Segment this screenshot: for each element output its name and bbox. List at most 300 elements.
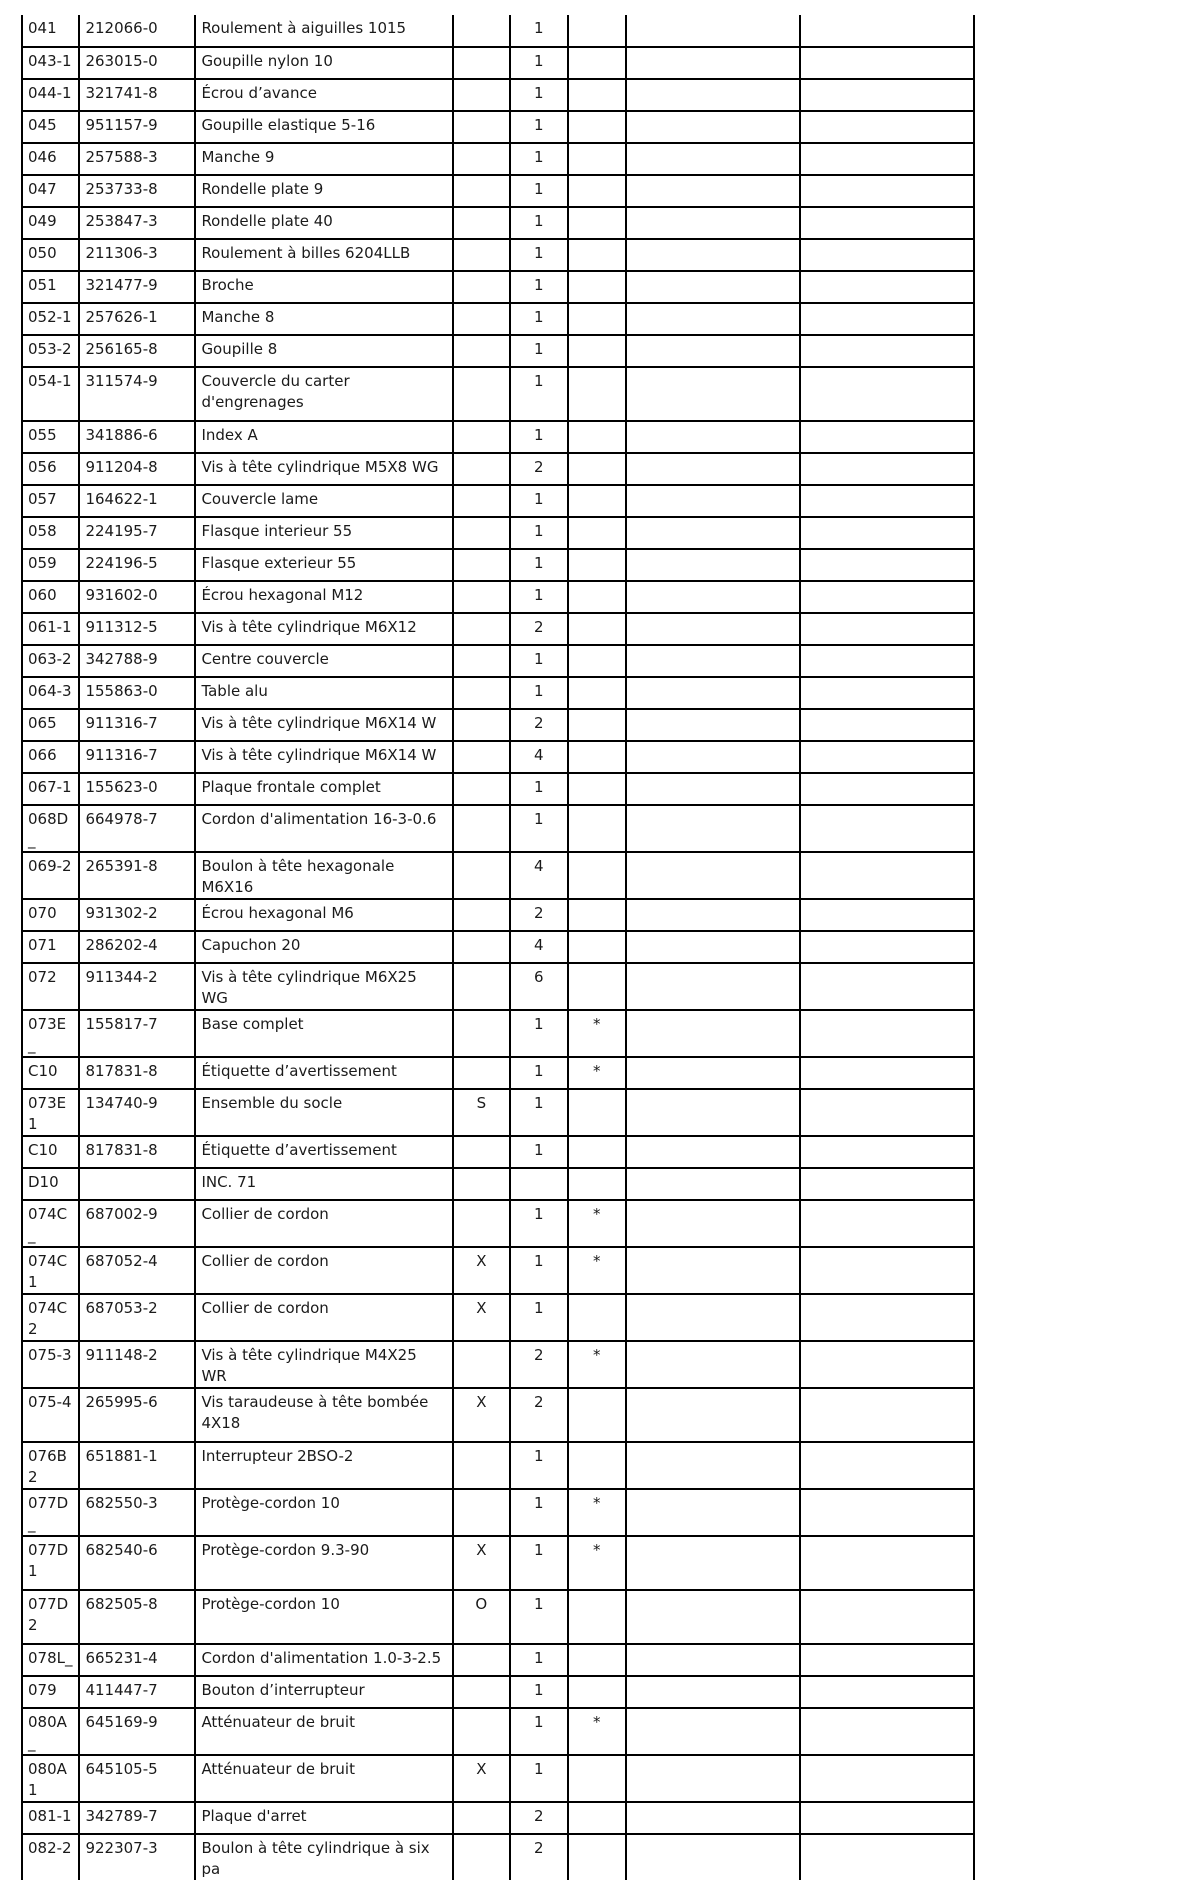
marker-cell xyxy=(568,47,626,79)
marker-cell xyxy=(568,852,626,899)
table-row xyxy=(22,1010,974,1057)
marker-cell xyxy=(568,15,626,47)
blank-cell-b xyxy=(800,931,974,963)
item-no-cell: 072 xyxy=(22,963,79,1010)
blank-cell-b xyxy=(800,613,974,645)
part-no-cell: 911204-8 xyxy=(79,453,195,485)
note-cell xyxy=(453,239,510,271)
item-no-cell: 063-2 xyxy=(22,645,79,677)
table-row xyxy=(22,143,974,175)
blank-cell-b xyxy=(800,335,974,367)
blank-cell-b xyxy=(800,239,974,271)
marker-cell xyxy=(568,335,626,367)
note-cell xyxy=(453,485,510,517)
blank-cell-b xyxy=(800,1590,974,1644)
note-cell xyxy=(453,47,510,79)
part-no-cell: 911312-5 xyxy=(79,613,195,645)
quantity-cell: 2 xyxy=(510,709,567,741)
description-cell: Roulement à aiguilles 1015 xyxy=(195,15,452,47)
item-no-cell: 058 xyxy=(22,517,79,549)
note-cell xyxy=(453,852,510,899)
part-no-cell: 645169-9 xyxy=(79,1708,195,1755)
description-cell: Protège-cordon 9.3-90 xyxy=(195,1536,452,1590)
blank-cell-b xyxy=(800,367,974,421)
note-cell xyxy=(453,143,510,175)
blank-cell-b xyxy=(800,581,974,613)
blank-cell-a xyxy=(626,1834,800,1880)
part-no-cell: 256165-8 xyxy=(79,335,195,367)
description-cell: Vis à tête cylindrique M6X14 W xyxy=(195,741,452,773)
item-no-cell: 052-1 xyxy=(22,303,79,335)
part-no-cell: 665231-4 xyxy=(79,1644,195,1676)
part-no-cell: 155623-0 xyxy=(79,773,195,805)
note-cell xyxy=(453,517,510,549)
note-cell xyxy=(453,15,510,47)
quantity-cell: 4 xyxy=(510,931,567,963)
item-no-cell: 077D1 xyxy=(22,1536,79,1590)
marker-cell xyxy=(568,303,626,335)
parts-table-body xyxy=(22,15,974,1880)
part-no-cell: 321741-8 xyxy=(79,79,195,111)
blank-cell-a xyxy=(626,47,800,79)
description-cell: Vis à tête cylindrique M6X14 W xyxy=(195,709,452,741)
description-cell: Capuchon 20 xyxy=(195,931,452,963)
quantity-cell: 1 xyxy=(510,47,567,79)
part-no-cell: 817831-8 xyxy=(79,1057,195,1089)
quantity-cell: 1 xyxy=(510,1089,567,1136)
blank-cell-a xyxy=(626,1802,800,1834)
blank-cell-a xyxy=(626,1168,800,1200)
description-cell: Collier de cordon xyxy=(195,1247,452,1294)
blank-cell-b xyxy=(800,421,974,453)
item-no-cell: D10 xyxy=(22,1168,79,1200)
marker-cell xyxy=(568,549,626,581)
quantity-cell: 1 xyxy=(510,677,567,709)
table-row xyxy=(22,1755,974,1802)
description-cell: Étiquette d’avertissement xyxy=(195,1136,452,1168)
blank-cell-a xyxy=(626,421,800,453)
description-cell: Manche 9 xyxy=(195,143,452,175)
part-no-cell: 645105-5 xyxy=(79,1755,195,1802)
blank-cell-b xyxy=(800,271,974,303)
marker-cell xyxy=(568,1802,626,1834)
note-cell xyxy=(453,111,510,143)
blank-cell-a xyxy=(626,773,800,805)
table-row xyxy=(22,613,974,645)
blank-cell-a xyxy=(626,852,800,899)
table-row xyxy=(22,741,974,773)
item-no-cell: 061-1 xyxy=(22,613,79,645)
item-no-cell: 067-1 xyxy=(22,773,79,805)
table-row xyxy=(22,207,974,239)
part-no-cell: 263015-0 xyxy=(79,47,195,79)
table-row xyxy=(22,175,974,207)
blank-cell-b xyxy=(800,1834,974,1880)
note-cell xyxy=(453,1136,510,1168)
part-no-cell: 164622-1 xyxy=(79,485,195,517)
quantity-cell: 4 xyxy=(510,741,567,773)
table-row xyxy=(22,773,974,805)
note-cell xyxy=(453,1057,510,1089)
quantity-cell: 1 xyxy=(510,143,567,175)
marker-cell xyxy=(568,207,626,239)
item-no-cell: 055 xyxy=(22,421,79,453)
note-cell xyxy=(453,805,510,852)
marker-cell xyxy=(568,367,626,421)
table-row xyxy=(22,899,974,931)
quantity-cell: 1 xyxy=(510,581,567,613)
part-no-cell: 342789-7 xyxy=(79,1802,195,1834)
quantity-cell: 1 xyxy=(510,1247,567,1294)
blank-cell-b xyxy=(800,453,974,485)
item-no-cell: 077D_ xyxy=(22,1489,79,1536)
blank-cell-b xyxy=(800,1644,974,1676)
blank-cell-b xyxy=(800,963,974,1010)
quantity-cell: 2 xyxy=(510,1834,567,1880)
blank-cell-b xyxy=(800,1200,974,1247)
part-no-cell: 682550-3 xyxy=(79,1489,195,1536)
item-no-cell: 057 xyxy=(22,485,79,517)
note-cell xyxy=(453,1802,510,1834)
blank-cell-b xyxy=(800,1341,974,1388)
quantity-cell: 2 xyxy=(510,1341,567,1388)
item-no-cell: 075-3 xyxy=(22,1341,79,1388)
blank-cell-b xyxy=(800,1536,974,1590)
marker-cell: * xyxy=(568,1708,626,1755)
marker-cell xyxy=(568,645,626,677)
marker-cell xyxy=(568,1442,626,1489)
description-cell: Goupille 8 xyxy=(195,335,452,367)
item-no-cell: 056 xyxy=(22,453,79,485)
blank-cell-a xyxy=(626,271,800,303)
item-no-cell: 082-2 xyxy=(22,1834,79,1880)
blank-cell-a xyxy=(626,1590,800,1644)
blank-cell-a xyxy=(626,741,800,773)
note-cell xyxy=(453,645,510,677)
blank-cell-b xyxy=(800,485,974,517)
quantity-cell: 2 xyxy=(510,453,567,485)
table-row xyxy=(22,852,974,899)
item-no-cell: 045 xyxy=(22,111,79,143)
item-no-cell: 060 xyxy=(22,581,79,613)
description-cell: Couvercle lame xyxy=(195,485,452,517)
table-row xyxy=(22,453,974,485)
item-no-cell: 081-1 xyxy=(22,1802,79,1834)
item-no-cell: 073E1 xyxy=(22,1089,79,1136)
quantity-cell: 1 xyxy=(510,1294,567,1341)
note-cell: X xyxy=(453,1294,510,1341)
blank-cell-a xyxy=(626,1755,800,1802)
blank-cell-b xyxy=(800,1708,974,1755)
marker-cell xyxy=(568,931,626,963)
table-row xyxy=(22,111,974,143)
note-cell xyxy=(453,1676,510,1708)
blank-cell-b xyxy=(800,1057,974,1089)
table-row xyxy=(22,1708,974,1755)
quantity-cell: 1 xyxy=(510,1708,567,1755)
blank-cell-a xyxy=(626,613,800,645)
quantity-cell: 1 xyxy=(510,335,567,367)
description-cell: Plaque d'arret xyxy=(195,1802,452,1834)
blank-cell-b xyxy=(800,1247,974,1294)
table-row xyxy=(22,1089,974,1136)
table-row xyxy=(22,421,974,453)
table-row xyxy=(22,517,974,549)
description-cell: Boulon à tête cylindrique à six pa xyxy=(195,1834,452,1880)
marker-cell xyxy=(568,453,626,485)
part-no-cell xyxy=(79,1168,195,1200)
blank-cell-a xyxy=(626,645,800,677)
description-cell: Table alu xyxy=(195,677,452,709)
marker-cell xyxy=(568,143,626,175)
part-no-cell: 931302-2 xyxy=(79,899,195,931)
marker-cell: * xyxy=(568,1489,626,1536)
table-row xyxy=(22,1802,974,1834)
description-cell: Écrou hexagonal M12 xyxy=(195,581,452,613)
blank-cell-a xyxy=(626,1057,800,1089)
marker-cell xyxy=(568,1136,626,1168)
item-no-cell: 079 xyxy=(22,1676,79,1708)
quantity-cell: 1 xyxy=(510,271,567,303)
description-cell: Plaque frontale complet xyxy=(195,773,452,805)
blank-cell-b xyxy=(800,852,974,899)
description-cell: Index A xyxy=(195,421,452,453)
blank-cell-a xyxy=(626,581,800,613)
blank-cell-a xyxy=(626,1644,800,1676)
table-row xyxy=(22,1489,974,1536)
part-no-cell: 212066-0 xyxy=(79,15,195,47)
description-cell: Flasque exterieur 55 xyxy=(195,549,452,581)
note-cell xyxy=(453,899,510,931)
part-no-cell: 134740-9 xyxy=(79,1089,195,1136)
blank-cell-b xyxy=(800,1136,974,1168)
blank-cell-a xyxy=(626,335,800,367)
part-no-cell: 211306-3 xyxy=(79,239,195,271)
quantity-cell: 1 xyxy=(510,1536,567,1590)
part-no-cell: 265995-6 xyxy=(79,1388,195,1442)
note-cell xyxy=(453,207,510,239)
blank-cell-a xyxy=(626,1708,800,1755)
description-cell: Collier de cordon xyxy=(195,1200,452,1247)
table-row xyxy=(22,367,974,421)
note-cell xyxy=(453,677,510,709)
part-no-cell: 224195-7 xyxy=(79,517,195,549)
marker-cell xyxy=(568,581,626,613)
note-cell xyxy=(453,1010,510,1057)
table-row xyxy=(22,239,974,271)
blank-cell-a xyxy=(626,1247,800,1294)
description-cell: Goupille elastique 5-16 xyxy=(195,111,452,143)
description-cell: Roulement à billes 6204LLB xyxy=(195,239,452,271)
table-row xyxy=(22,47,974,79)
quantity-cell: 2 xyxy=(510,613,567,645)
part-no-cell: 911344-2 xyxy=(79,963,195,1010)
marker-cell xyxy=(568,111,626,143)
note-cell xyxy=(453,367,510,421)
quantity-cell: 2 xyxy=(510,899,567,931)
note-cell: X xyxy=(453,1247,510,1294)
quantity-cell: 1 xyxy=(510,485,567,517)
description-cell: Goupille nylon 10 xyxy=(195,47,452,79)
table-row xyxy=(22,79,974,111)
part-no-cell: 286202-4 xyxy=(79,931,195,963)
marker-cell xyxy=(568,1294,626,1341)
blank-cell-b xyxy=(800,805,974,852)
marker-cell xyxy=(568,421,626,453)
description-cell: Broche xyxy=(195,271,452,303)
note-cell xyxy=(453,773,510,805)
part-no-cell: 682540-6 xyxy=(79,1536,195,1590)
part-no-cell: 651881-1 xyxy=(79,1442,195,1489)
item-no-cell: 071 xyxy=(22,931,79,963)
blank-cell-a xyxy=(626,1136,800,1168)
part-no-cell: 341886-6 xyxy=(79,421,195,453)
marker-cell xyxy=(568,1168,626,1200)
description-cell: Ensemble du socle xyxy=(195,1089,452,1136)
quantity-cell: 1 xyxy=(510,773,567,805)
note-cell xyxy=(453,1200,510,1247)
marker-cell: * xyxy=(568,1341,626,1388)
description-cell: Centre couvercle xyxy=(195,645,452,677)
blank-cell-b xyxy=(800,47,974,79)
note-cell xyxy=(453,1708,510,1755)
quantity-cell: 1 xyxy=(510,79,567,111)
note-cell xyxy=(453,1644,510,1676)
blank-cell-b xyxy=(800,1010,974,1057)
part-no-cell: 931602-0 xyxy=(79,581,195,613)
part-no-cell: 687052-4 xyxy=(79,1247,195,1294)
quantity-cell: 1 xyxy=(510,207,567,239)
description-cell: Flasque interieur 55 xyxy=(195,517,452,549)
description-cell: Couvercle du carter d'engrenages xyxy=(195,367,452,421)
blank-cell-b xyxy=(800,741,974,773)
note-cell xyxy=(453,1442,510,1489)
description-cell: Écrou d’avance xyxy=(195,79,452,111)
table-row xyxy=(22,677,974,709)
table-row xyxy=(22,1834,974,1880)
blank-cell-a xyxy=(626,899,800,931)
item-no-cell: 047 xyxy=(22,175,79,207)
table-row xyxy=(22,549,974,581)
note-cell xyxy=(453,1489,510,1536)
blank-cell-a xyxy=(626,1341,800,1388)
blank-cell-b xyxy=(800,1755,974,1802)
blank-cell-b xyxy=(800,15,974,47)
blank-cell-a xyxy=(626,143,800,175)
item-no-cell: 077D2 xyxy=(22,1590,79,1644)
part-no-cell: 321477-9 xyxy=(79,271,195,303)
quantity-cell: 2 xyxy=(510,1802,567,1834)
blank-cell-b xyxy=(800,677,974,709)
item-no-cell: 041 xyxy=(22,15,79,47)
description-cell: Interrupteur 2BSO-2 xyxy=(195,1442,452,1489)
description-cell: Rondelle plate 9 xyxy=(195,175,452,207)
marker-cell xyxy=(568,1590,626,1644)
note-cell xyxy=(453,963,510,1010)
description-cell: Vis à tête cylindrique M6X12 xyxy=(195,613,452,645)
description-cell: Écrou hexagonal M6 xyxy=(195,899,452,931)
marker-cell xyxy=(568,1676,626,1708)
quantity-cell: 1 xyxy=(510,367,567,421)
table-row xyxy=(22,645,974,677)
part-no-cell: 155817-7 xyxy=(79,1010,195,1057)
marker-cell xyxy=(568,1755,626,1802)
quantity-cell: 1 xyxy=(510,303,567,335)
blank-cell-b xyxy=(800,303,974,335)
table-row xyxy=(22,1536,974,1590)
blank-cell-a xyxy=(626,207,800,239)
description-cell: Vis à tête cylindrique M5X8 WG xyxy=(195,453,452,485)
blank-cell-b xyxy=(800,645,974,677)
item-no-cell: 044-1 xyxy=(22,79,79,111)
table-row xyxy=(22,1442,974,1489)
blank-cell-a xyxy=(626,805,800,852)
blank-cell-a xyxy=(626,963,800,1010)
note-cell xyxy=(453,271,510,303)
item-no-cell: C10 xyxy=(22,1136,79,1168)
quantity-cell: 4 xyxy=(510,852,567,899)
item-no-cell: 078L_ xyxy=(22,1644,79,1676)
note-cell xyxy=(453,175,510,207)
table-row xyxy=(22,1057,974,1089)
note-cell xyxy=(453,1834,510,1880)
item-no-cell: 076B2 xyxy=(22,1442,79,1489)
note-cell xyxy=(453,1168,510,1200)
marker-cell xyxy=(568,805,626,852)
blank-cell-a xyxy=(626,175,800,207)
blank-cell-b xyxy=(800,549,974,581)
note-cell xyxy=(453,421,510,453)
quantity-cell xyxy=(510,1168,567,1200)
part-no-cell: 817831-8 xyxy=(79,1136,195,1168)
part-no-cell: 664978-7 xyxy=(79,805,195,852)
description-cell: Base complet xyxy=(195,1010,452,1057)
blank-cell-a xyxy=(626,1442,800,1489)
blank-cell-a xyxy=(626,1010,800,1057)
item-no-cell: C10 xyxy=(22,1057,79,1089)
note-cell xyxy=(453,709,510,741)
blank-cell-a xyxy=(626,367,800,421)
part-no-cell: 253847-3 xyxy=(79,207,195,239)
marker-cell xyxy=(568,239,626,271)
description-cell: Bouton d’interrupteur xyxy=(195,1676,452,1708)
blank-cell-b xyxy=(800,143,974,175)
blank-cell-b xyxy=(800,1802,974,1834)
table-row xyxy=(22,485,974,517)
note-cell xyxy=(453,335,510,367)
description-cell: Protège-cordon 10 xyxy=(195,1590,452,1644)
marker-cell xyxy=(568,773,626,805)
description-cell: Protège-cordon 10 xyxy=(195,1489,452,1536)
blank-cell-a xyxy=(626,303,800,335)
blank-cell-a xyxy=(626,549,800,581)
item-no-cell: 068D_ xyxy=(22,805,79,852)
description-cell: Étiquette d’avertissement xyxy=(195,1057,452,1089)
marker-cell xyxy=(568,1388,626,1442)
table-row xyxy=(22,805,974,852)
quantity-cell: 1 xyxy=(510,1057,567,1089)
table-row xyxy=(22,1590,974,1644)
quantity-cell: 1 xyxy=(510,1489,567,1536)
blank-cell-b xyxy=(800,773,974,805)
quantity-cell: 1 xyxy=(510,1200,567,1247)
blank-cell-a xyxy=(626,1200,800,1247)
blank-cell-b xyxy=(800,1676,974,1708)
marker-cell: * xyxy=(568,1247,626,1294)
table-row xyxy=(22,303,974,335)
table-row xyxy=(22,1136,974,1168)
table-row xyxy=(22,1294,974,1341)
